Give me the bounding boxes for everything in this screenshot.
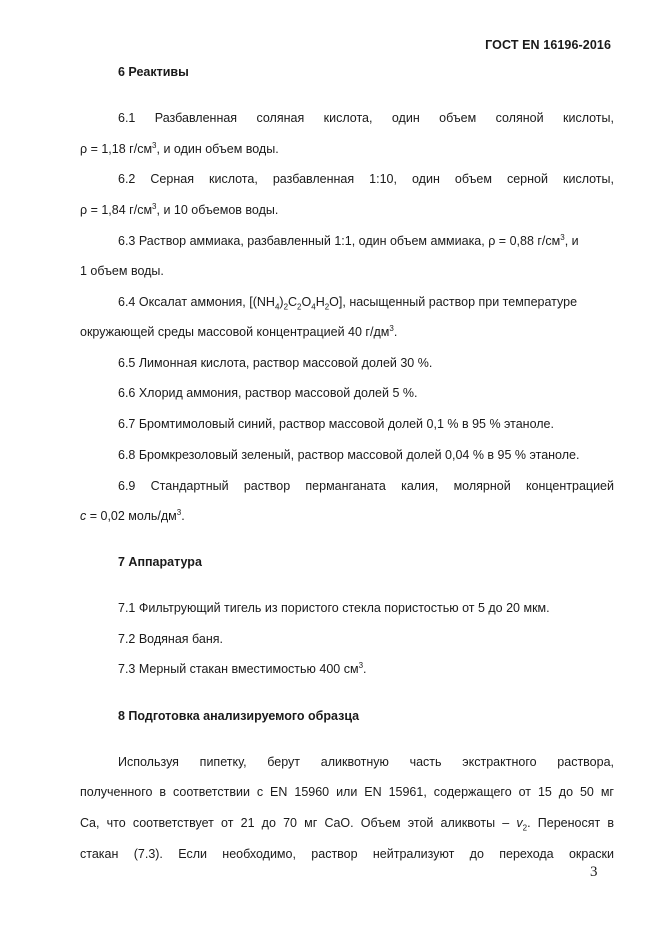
paragraph-6-8: 6.8 Бромкрезоловый зеленый, раствор массовой долей 0,04 % в 95 % этаноле. (118, 448, 580, 462)
paragraph-7-3: 7.3 Мерный стакан вместимостью 400 $см^3$. (118, 660, 367, 676)
paragraph-6-2-line-2: ρ = 1,84 $г/см^3$, и 10 объемов воды. (80, 201, 279, 217)
paragraph-6-3-line-2: 1 объем воды. (80, 264, 164, 278)
standard-number: ГОСТ EN 16196-2016 (485, 38, 611, 52)
section-6-heading: 6 Реактивы (118, 65, 189, 79)
paragraph-6-5: 6.5 Лимонная кислота, раствор массовой долей 30 %. (118, 356, 433, 370)
paragraph-6-7: 6.7 Бромтимоловый синий, раствор массовой долей 0,1 % в 95 % этаноле. (118, 417, 554, 431)
paragraph-7-1: 7.1 Фильтрующий тигель из пористого стекла пористостью от 5 до 20 мкм. (118, 601, 550, 615)
paragraph-6-9-line-2: c = 0,02 моль/$дм^3$. (80, 507, 185, 523)
page-number: 3 (590, 864, 598, 880)
section-8-line-2: полученного в соответствии с EN 15960 или EN 15961, содержащего от 15 до 50 мг (80, 785, 614, 799)
section-8-line-4: стакан (7.3). Если необходимо, раствор нейтрализуют до перехода окраски (80, 847, 614, 861)
paragraph-6-2-line-1: 6.2 Серная кислота, разбавленная 1:10, один объем серной кислоты, (118, 172, 614, 186)
paragraph-6-6: 6.6 Хлорид аммония, раствор массовой долей 5 %. (118, 386, 418, 400)
paragraph-6-4-line-1: 6.4 Оксалат аммония, $[(NH_4)_2C_2O_4H_2O]$, насыщенный раствор при температуре (118, 295, 578, 312)
paragraph-6-1-line-2: ρ = 1,18 $г/см^3$, и один объем воды. (80, 140, 279, 156)
paragraph-6-4-line-2: окружающей среды массовой концентрацией 40 $г/дм^3$. (80, 323, 398, 339)
paragraph-6-1-line-1: 6.1 Разбавленная соляная кислота, один объем соляной кислоты, (118, 111, 614, 125)
paragraph-7-2: 7.2 Водяная баня. (118, 632, 223, 646)
section-7-heading: 7 Аппаратура (118, 555, 202, 569)
paragraph-6-9-line-1: 6.9 Стандартный раствор перманганата калия, молярной концентрацией (118, 479, 614, 493)
section-8-heading: 8 Подготовка анализируемого образца (118, 709, 360, 723)
section-8-line-1: Используя пипетку, берут аликвотную часть экстрактного раствора, (118, 755, 614, 769)
section-8-line-3: Ca, что соответствует от 21 до 70 мг CaO. Объем этой аликвоты – $v_2$. Переносят в (80, 816, 614, 833)
paragraph-6-3-line-1: 6.3 Раствор аммиака, разбавленный 1:1, один объем аммиака, ρ = 0,88 $г/см^3$, и (118, 232, 579, 248)
